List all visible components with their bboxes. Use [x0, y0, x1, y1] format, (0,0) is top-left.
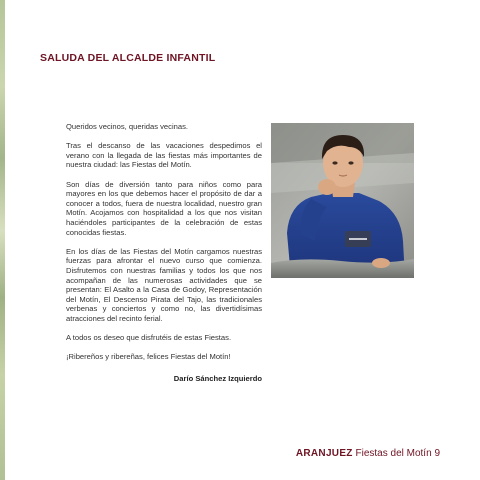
decorative-side-strip: [0, 0, 5, 480]
paragraph-2: Son días de diversión tanto para niños como para mayores en los que debemos hacer el propósito de dar a conocer a todos, fuera de nuestra localidad, nuestro gran Motín. Acojamos con hospitalidad a los que nos visitan haciéndoles participantes de la celebración de estas conocidas fiestas.: [66, 179, 262, 237]
page-footer: [296, 448, 440, 459]
portrait-photo: [271, 123, 414, 278]
footer-brand: ARANJUEZ: [295, 448, 353, 459]
paragraph-greeting: Queridos vecinos, queridas vecinas.: [66, 122, 188, 131]
paragraph-4: A todos os deseo que disfrutéis de estas Fiestas.: [66, 333, 232, 343]
paragraph-1: Tras el descanso de las vacaciones despedimos el verano con la llegada de las fiestas más importantes de nuestra ciudad: las Fiestas del Motín.: [66, 141, 262, 170]
footer-subtitle: Fiestas del Motín: [355, 448, 432, 459]
letter-body: [66, 122, 262, 371]
paragraph-3: En los días de las Fiestas del Motín cargamos nuestras fuerzas para afrontar el nuevo curso que comienza. Disfrutemos con nuestras familias y todos los que nos acompañan de las numerosas actividades que se presentan: El Asalto a la Casa de Godoy, Representación del Motín, El Descenso Pirata del Tajo, las tradicionales verbenas y conciertos y como no, las divertidísimas atracciones del recinto ferial.: [66, 246, 262, 323]
page-title: SALUDA DEL ALCALDE INFANTIL: [40, 52, 216, 64]
signature: Darío Sánchez Izquierdo: [173, 374, 262, 383]
page-number: 9: [434, 448, 440, 459]
paragraph-5: ¡Ribereños y ribereñas, felices Fiestas del Motín!: [66, 352, 231, 362]
